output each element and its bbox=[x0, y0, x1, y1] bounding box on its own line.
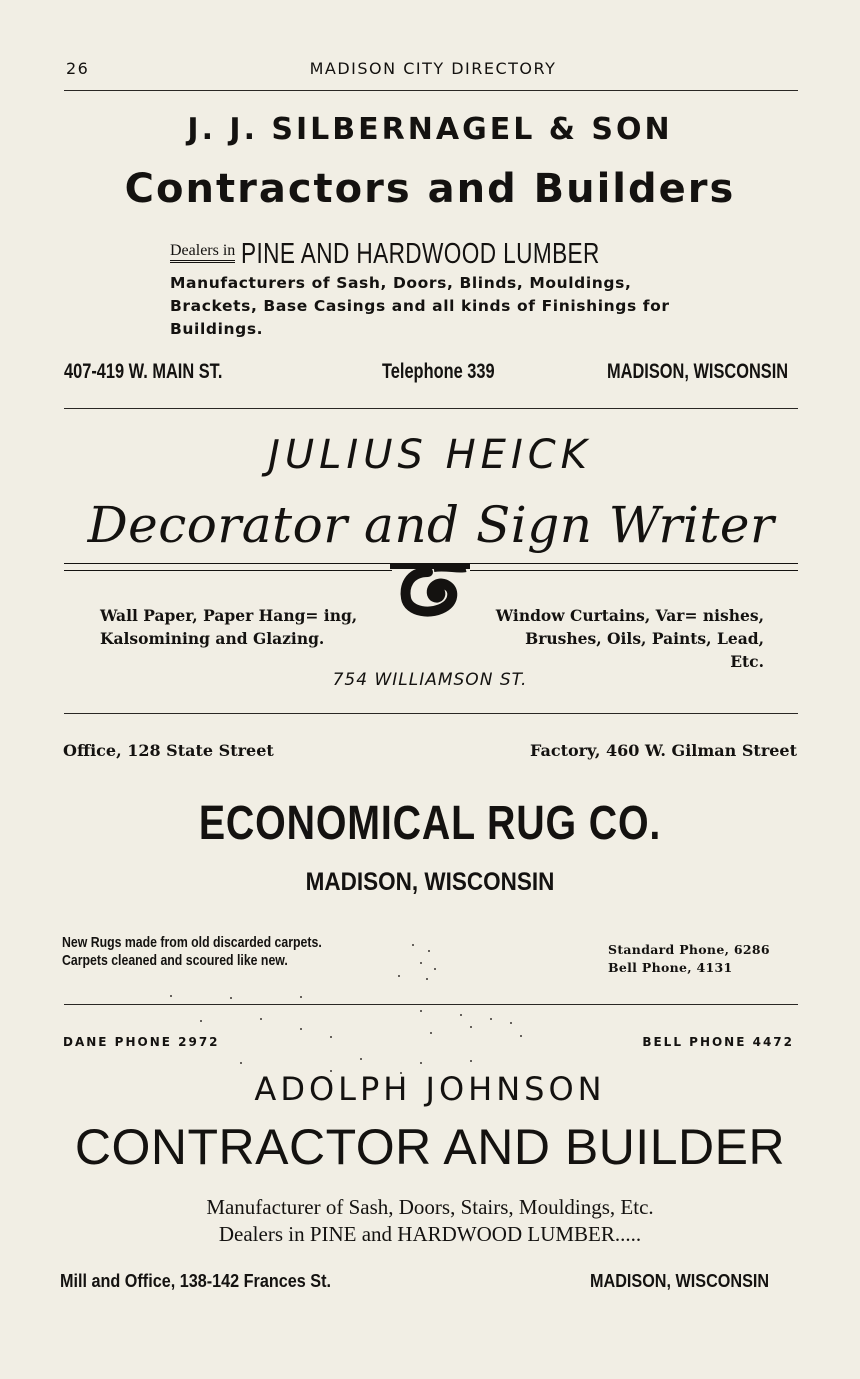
section-rule bbox=[64, 408, 798, 409]
service-line: New Rugs made from old discarded carpets. bbox=[62, 934, 322, 951]
mill-office-address: Mill and Office, 138-142 Frances St. bbox=[60, 1271, 332, 1291]
city: MADISON, WISCONSIN bbox=[590, 1271, 770, 1291]
business-title: CONTRACTOR AND BUILDER bbox=[74, 1119, 786, 1175]
phones bbox=[608, 941, 808, 977]
factory-address: Factory, 460 W. Gilman Street bbox=[529, 741, 797, 760]
description-line: Dealers in PINE and HARDWOOD LUMBER..... bbox=[218, 1222, 642, 1246]
scroll-ornament-icon bbox=[388, 560, 472, 618]
office-address: Office, 128 State Street bbox=[63, 741, 274, 760]
services-left: Wall Paper, Paper Hang= ing, Kalsomining and Glazing. bbox=[100, 606, 358, 648]
bell-phone: BELL PHONE 4472 bbox=[642, 1035, 794, 1049]
service-line: Carpets cleaned and scoured like new. bbox=[62, 952, 288, 969]
city: MADISON, WISCONSIN bbox=[305, 868, 555, 896]
page-number: 26 bbox=[66, 59, 90, 78]
description bbox=[0, 1194, 860, 1248]
business-name: J. J. SILBERNAGEL & SON bbox=[187, 112, 673, 147]
street-address: 754 WILLIAMSON ST. bbox=[332, 670, 528, 690]
directory-title: MADISON CITY DIRECTORY bbox=[309, 59, 557, 78]
dane-phone: DANE PHONE 2972 bbox=[63, 1035, 220, 1049]
description-line: Manufacturer of Sash, Doors, Stairs, Mouldings, Etc. bbox=[206, 1195, 654, 1219]
dealers-line bbox=[170, 238, 701, 271]
business-title: Decorator and Sign Writer bbox=[87, 496, 775, 554]
double-rule-left bbox=[64, 563, 392, 571]
city: MADISON, WISCONSIN bbox=[607, 360, 789, 383]
header-rule bbox=[64, 90, 798, 91]
street-address: 407-419 W. MAIN ST. bbox=[64, 360, 223, 383]
business-name: JULIUS HEICK bbox=[268, 432, 592, 478]
lumber-heading: PINE AND HARDWOOD LUMBER bbox=[241, 238, 601, 270]
bell-phone: Bell Phone, 4131 bbox=[608, 960, 733, 975]
services-text bbox=[62, 934, 447, 970]
business-name: ADOLPH JOHNSON bbox=[254, 1070, 606, 1108]
section-rule bbox=[64, 713, 798, 714]
business-name: ECONOMICAL RUG CO. bbox=[198, 797, 662, 850]
manufacturers-text: Manufacturers of Sash, Doors, Blinds, Mouldings, Brackets, Base Casings and all kinds of Finishings for Buildings. bbox=[170, 274, 670, 338]
services-right: Window Curtains, Var= nishes, Brushes, Oils, Paints, Lead, Etc. bbox=[495, 606, 764, 671]
telephone: Telephone 339 bbox=[382, 360, 495, 383]
section-rule bbox=[64, 1004, 798, 1005]
dealers-prefix: Dealers in bbox=[170, 242, 235, 263]
business-title: Contractors and Builders bbox=[124, 166, 736, 212]
standard-phone: Standard Phone, 6286 bbox=[608, 942, 770, 957]
double-rule-right bbox=[470, 563, 798, 571]
